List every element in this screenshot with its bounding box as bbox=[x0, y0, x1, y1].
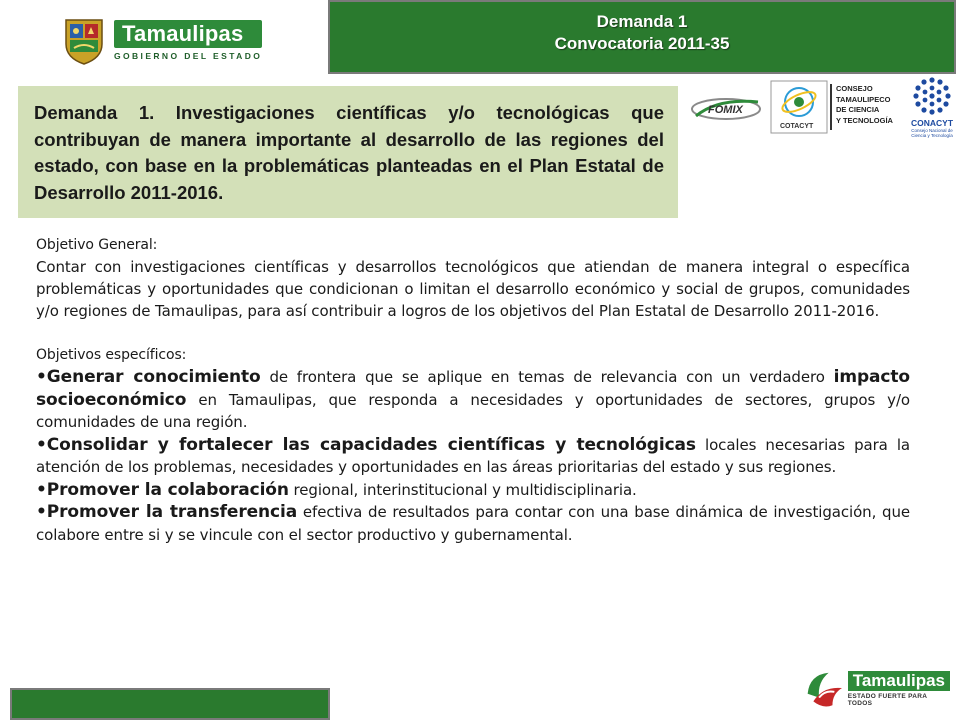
cotacyt-label: COTACYT bbox=[780, 123, 814, 130]
main-content bbox=[36, 234, 910, 546]
footer-bar bbox=[10, 688, 330, 720]
conacyt-label: CONACYT bbox=[910, 118, 954, 128]
footer-tagline: ESTADO FUERTE PARA TODOS bbox=[847, 693, 928, 707]
demand-text: Demanda 1. Investigaciones científicas y/o tecnológicas que contribuyan de manera importante al desarrollo de las regiones del estado, con base en la problemáticas planteadas en el Plan Estatal de Desarrollo 2011-2016. bbox=[34, 102, 664, 203]
title-line-1: Demanda 1 bbox=[596, 12, 688, 31]
list-item: •Promover la colaboración regional, interinstitucional y multidisciplinaria. bbox=[36, 479, 637, 500]
title-banner bbox=[328, 0, 956, 74]
bullet-bold: Promover la colaboración bbox=[46, 479, 289, 500]
bullet-bold: Generar conocimiento bbox=[46, 367, 261, 387]
brand-name: Tamaulipas bbox=[114, 20, 262, 48]
bullet-text: efectiva de resultados para contar con una base dinámica de investigación, que colabore entre si y se vincule con el sector productivo y gubernamental. bbox=[36, 503, 910, 544]
bullet-bold: Consolidar y fortalecer las capacidades científicas y tecnológicas bbox=[46, 434, 696, 455]
consejo-line: DE CIENCIA bbox=[836, 105, 880, 114]
list-item: •Promover la transferencia efectiva de resultados para contar con una base dinámica de investigación, que colabore entre si y se vincule con el sector productivo y gubernamental. bbox=[36, 502, 910, 544]
fomix-label: FOMIX bbox=[708, 104, 743, 116]
sponsor-logos bbox=[688, 74, 958, 138]
cotacyt-logo-icon bbox=[770, 80, 828, 134]
list-item: •Consolidar y fortalecer las capacidades científicas y tecnológicas locales necesarias para la atención de los problemas, necesidades y oportunidades en las áreas prioritarias del estado y sus regiones. bbox=[36, 434, 910, 476]
conacyt-logo bbox=[908, 76, 956, 140]
bullet-bold: impacto socioeconómico bbox=[36, 367, 910, 410]
list-item: •Generar conocimiento de frontera que se aplique en temas de relevancia con un verdadero impacto socioeconómico en Tamaulipas, que responda a necesidades y oportunidades de sectores, grupos y/o comunidades de una región. bbox=[36, 367, 910, 431]
bullet-text: locales necesarias para la atención de los problemas, necesidades y oportunidades en las áreas prioritarias del estado y sus regiones. bbox=[36, 435, 910, 476]
gobierno-logo bbox=[58, 14, 270, 66]
objetivos-especificos-label: Objetivos específicos: bbox=[36, 347, 187, 363]
consejo-line: CONSEJO bbox=[836, 84, 873, 93]
coat-of-arms-icon bbox=[58, 14, 110, 66]
conacyt-sublabel: Consejo Nacional de Ciencia y Tecnología bbox=[911, 128, 953, 138]
bullet-text: de frontera que se aplique en temas de relevancia con un verdadero bbox=[260, 368, 834, 386]
tamaulipas-emblem-icon bbox=[800, 664, 848, 714]
fomix-logo-icon bbox=[688, 92, 764, 126]
bullet-text: en Tamaulipas, que responda a necesidades y oportunidades de sectores, grupos y/o comunidades de una región. bbox=[36, 390, 910, 431]
bullet-bold: Promover la transferencia bbox=[46, 502, 298, 522]
footer-logo bbox=[800, 664, 950, 714]
consejo-line: TAMAULIPECO bbox=[836, 94, 891, 104]
consejo-line: Y TECNOLOGÍA bbox=[836, 115, 893, 125]
bullet-text: regional, interinstitucional y multidisciplinaria. bbox=[288, 480, 637, 499]
conacyt-dots-icon bbox=[910, 76, 954, 116]
brand-subtitle: GOBIERNO DEL ESTADO bbox=[114, 50, 263, 61]
objetivo-general-label: Objetivo General: bbox=[36, 237, 158, 253]
demand-box bbox=[18, 86, 678, 218]
title-line-2: Convocatoria 2011-35 bbox=[554, 34, 730, 53]
footer-brand-name: Tamaulipas bbox=[848, 671, 950, 691]
consejo-logo bbox=[830, 84, 904, 130]
objetivo-general-text: Contar con investigaciones científicas y desarrollos tecnológicos que atiendan de manera integral o específica problemáticas y oportunidades que condicionan o limitan el desarrollo económico y social de grupos, comunidades y/o regiones de Tamaulipas, para así contribuir a logros de los objetivos del Plan Estatal de Desarrollo 2011-2016. bbox=[36, 258, 910, 320]
